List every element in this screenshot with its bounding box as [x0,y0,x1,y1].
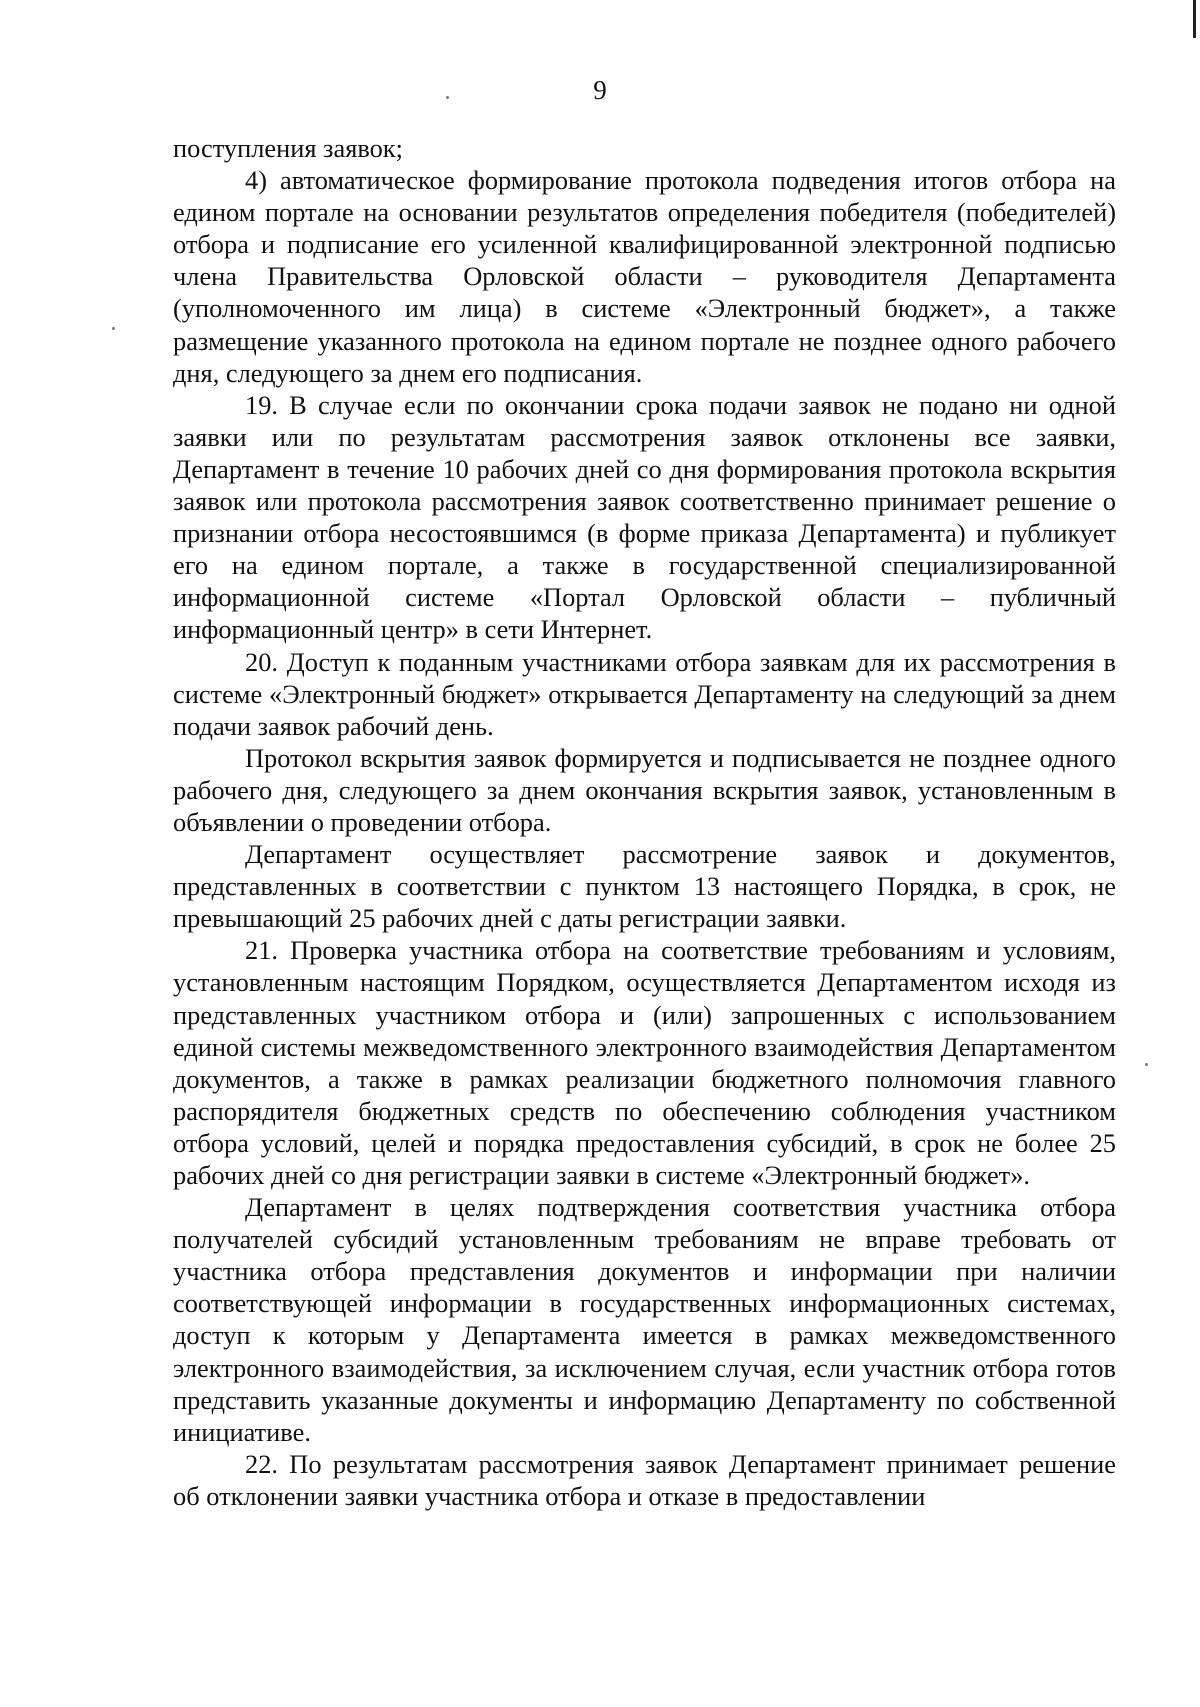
scan-speck [1145,1063,1148,1066]
document-body [173,132,1116,1512]
paragraph-no-documents-required: Департамент в целях подтверждения соответствия участника отбора получателей субсидий установленным требованиям не вправе требовать от участника отбора представления документов и информации при наличии соответствующей информации в государственных информационных системах, доступ к которым у Департамента имеется в рамках межведомственного электронного взаимодействия, за исключением случая, если участник отбора готов представить указанные документы и информацию Департаменту по собственной инициативе. [173,1192,1116,1447]
scan-speck [112,327,115,330]
paragraph-clause-20: 20. Доступ к поданным участниками отбора заявкам для их рассмотрения в системе «Электронный бюджет» открывается Департаменту на следующий за днем подачи заявок рабочий день. [173,646,1116,741]
paragraph-review-term: Департамент осуществляет рассмотрение заявок и документов, представленных в соответствии с пунктом 13 настоящего Порядка, в срок, не превышающий 25 рабочих дней с даты регистрации заявки. [173,839,1116,934]
paragraph-clause-21: 21. Проверка участника отбора на соответствие требованиям и условиям, установленным настоящим Порядком, осуществляется Департаментом исходя из представленных участником отбора и (или) запрошенных с использованием единой системы межведомственного электронного взаимодействия Департаментом документов, а также в рамках реализации бюджетного полномочия главного распорядителя бюджетных средств по обеспечению соблюдения участником отбора условий, целей и порядка предоставления субсидий, в срок не более 25 рабочих дней со дня регистрации заявки в системе «Электронный бюджет». [173,935,1116,1190]
paragraph-opening-protocol: Протокол вскрытия заявок формируется и подписывается не позднее одного рабочего дня, следующего за днем окончания вскрытия заявок, установленным в объявлении о проведении отбора. [173,742,1116,837]
page-number: 9 [593,75,607,105]
scan-edge-mark [1193,0,1196,38]
paragraph-clause-22: 22. По результатам рассмотрения заявок Департамент принимает решение об отклонении заявки участника отбора и отказе в предоставлении [173,1448,1116,1511]
paragraph-item-4: 4) автоматическое формирование протокола подведения итогов отбора на едином портале на основании результатов определения победителя (победителей) отбора и подписание его усиленной квалифицированной электронной подписью члена Правительства Орловской области – руководителя Департамента (уполномоченного им лица) в системе «Электронный бюджет», а также размещение указанного протокола на едином портале не позднее одного рабочего дня, следующего за днем его подписания. [173,165,1116,388]
paragraph-continuation: поступления заявок; [173,133,403,163]
paragraph-clause-19: 19. В случае если по окончании срока подачи заявок не подано ни одной заявки или по результатам рассмотрения заявок отклонены все заявки, Департамент в течение 10 рабочих дней со дня формирования протокола вскрытия заявок или протокола рассмотрения заявок соответственно принимает решение о признании отбора несостоявшимся (в форме приказа Департамента) и публикует его на едином портале, а также в государственной специализированной информационной системе «Портал Орловской области – публичный информационный центр» в сети Интернет. [173,389,1116,645]
